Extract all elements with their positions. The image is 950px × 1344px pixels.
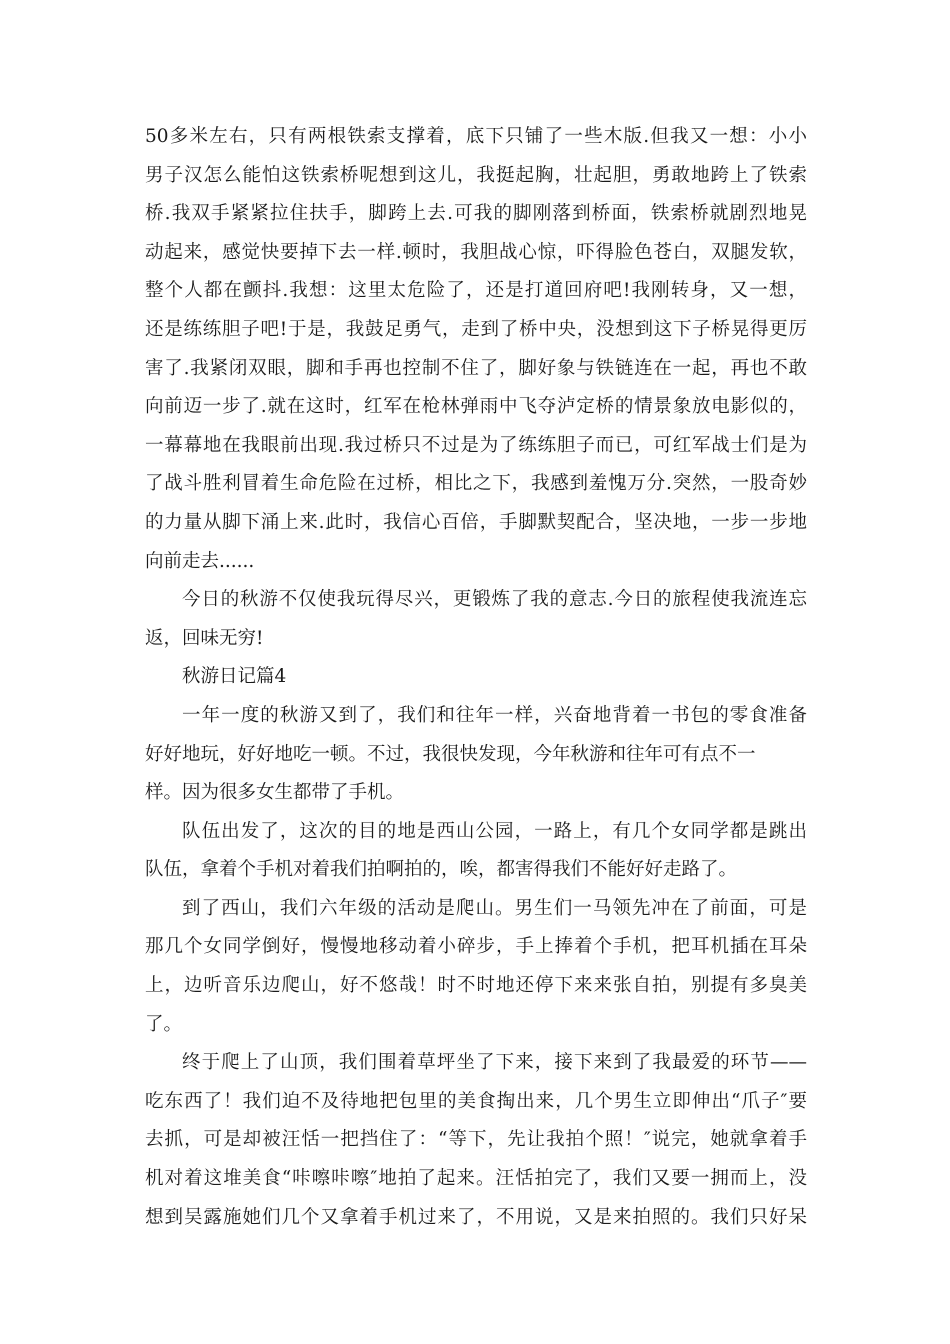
text-line: 去抓，可是却被汪恬一把挡住了：“等下，先让我拍个照！″说完，她就拿着手 (145, 1129, 807, 1151)
text-line: 队伍出发了，这次的目的地是西山公园，一路上，有几个女同学都是跳出 (182, 820, 807, 842)
document-body (145, 118, 807, 1237)
text-line: 返，回味无穷! (145, 627, 264, 649)
text-line: 一幕幕地在我眼前出现.我过桥只不过是为了练练胆子而已，可红军战士们是为 (145, 434, 807, 456)
text-line: 桥.我双手紧紧拉住扶手，脚跨上去.可我的脚刚落到桥面，铁索桥就剧烈地晃 (145, 203, 807, 225)
text-line: 了。 (145, 1013, 183, 1035)
text-line: 秋游日记篇4 (182, 666, 287, 688)
text-line: 男子汉怎么能怕这铁索桥呢想到这儿，我挺起胸，壮起胆，勇敢地跨上了铁索 (145, 164, 807, 186)
text-line: 机对着这堆美食“咔嚓咔嚓″地拍了起来。汪恬拍完了，我们又要一拥而上，没 (145, 1168, 807, 1190)
text-line: 那几个女同学倒好，慢慢地移动着小碎步，手上捧着个手机，把耳机插在耳朵 (145, 936, 807, 958)
text-line: 向前走去...... (145, 550, 255, 572)
text-line: 50多米左右，只有两根铁索支撑着，底下只铺了一些木版.但我又一想：小小 (145, 126, 807, 147)
text-line: 害了.我紧闭双眼，脚和手再也控制不住了，脚好象与铁链连在一起，再也不敢 (145, 357, 807, 379)
text-line: 还是练练胆子吧!于是，我鼓足勇气，走到了桥中央，没想到这下子桥晃得更厉 (145, 318, 807, 340)
text-line: 吃东西了！我们迫不及待地把包里的美食掏出来，几个男生立即伸出“爪子″要 (145, 1090, 807, 1112)
text-line: 向前迈一步了.就在这时，红军在枪林弹雨中飞夺泸定桥的情景象放电影似的， (145, 396, 807, 418)
text-line: 今日的秋游不仅使我玩得尽兴，更锻炼了我的意志.今日的旅程使我流连忘 (182, 589, 807, 611)
text-line: 上，边听音乐边爬山，好不悠哉！时不时地还停下来来张自拍，别提有多臭美 (145, 975, 807, 997)
text-line: 了战斗胜利冒着生命危险在过桥，相比之下，我感到羞愧万分.突然，一股奇妙 (145, 473, 807, 495)
text-line: 想到吴露施她们几个又拿着手机过来了，不用说，又是来拍照的。我们只好呆 (145, 1206, 807, 1228)
text-line: 动起来，感觉快要掉下去一样.顿时，我胆战心惊，吓得脸色苍白，双腿发软， (145, 241, 807, 263)
text-line: 整个人都在颤抖.我想：这里太危险了，还是打道回府吧!我刚转身，又一想， (145, 280, 807, 302)
text-line: 到了西山，我们六年级的活动是爬山。男生们一马领先冲在了前面，可是 (182, 897, 807, 919)
text-line: 好好地玩，好好地吃一顿。不过，我很快发现，今年秋游和往年可有点不一 (145, 743, 756, 765)
text-line: 终于爬上了山顶，我们围着草坪坐了下来，接下来到了我最爱的环节—— (182, 1052, 807, 1074)
text-line: 一年一度的秋游又到了，我们和往年一样，兴奋地背着一书包的零食准备 (182, 704, 807, 726)
text-line: 队伍，拿着个手机对着我们拍啊拍的，唉，都害得我们不能好好走路了。 (145, 859, 738, 881)
text-line: 的力量从脚下涌上来.此时，我信心百倍，手脚默契配合，坚决地，一步一步地 (145, 511, 807, 533)
text-line: 样。因为很多女生都带了手机。 (145, 782, 405, 804)
